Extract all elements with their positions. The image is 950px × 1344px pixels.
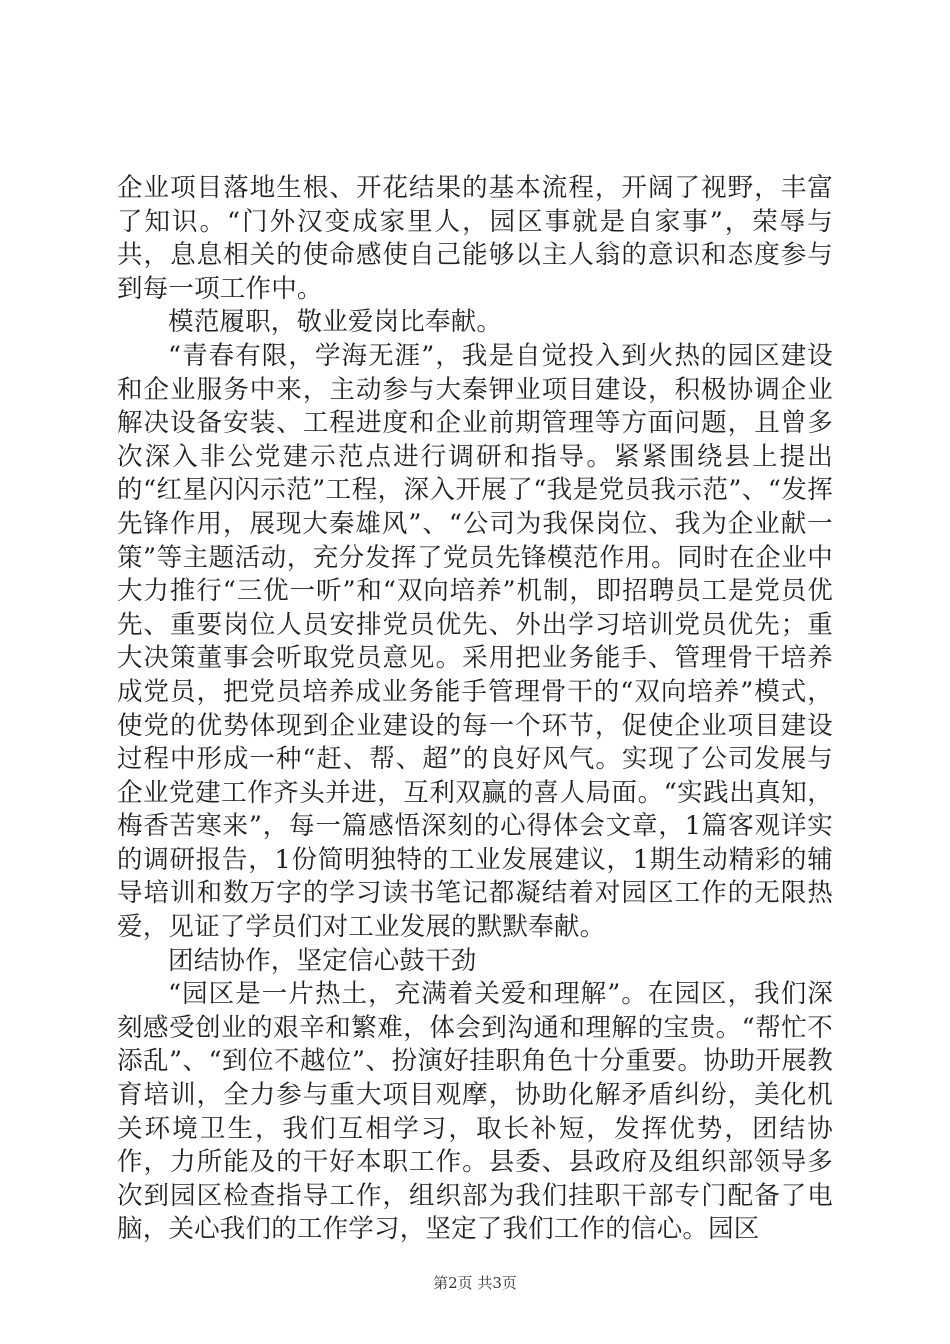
section-heading-teamwork: 团结协作，坚定信心鼓干劲: [168, 945, 477, 976]
paragraph-youth-dedication: “青春有限，学海无涯”，我是自觉投入到火热的园区建设和企业服务中来，主动参与大秦钾业项目建设，积极协调企业解决设备安装、工程进度和企业前期管理等方面问题，且曾多次深入非公党建示范点进行调研和指导。紧紧围绕县上提出的“红星闪闪示范”工程，深入开展了“我是党员我示范”、“发挥先锋作用，展现大秦雄风”、“公司为我保岗位、我为企业献一策”等主题活动，充分发挥了党员先锋模范作用。同时在企业中大力推行“三优一听”和“双向培养”机制，即招聘员工是党员优先、重要岗位人员安排党员优先、外出学习培训党员优先；重大决策董事会听取党员意见。采用把业务能手、管理骨干培养成党员，把党员培养成业务能手管理骨干的“双向培养”模式，使党的优势体现到企业建设的每一个环节，促使企业项目建设过程中形成一种“赶、帮、超”的良好风气。实现了公司发展与企业党建工作齐头并进，互利双赢的喜人局面。“实践出真知，梅香苦寒来”，每一篇感悟深刻的心得体会文章，1篇客观详实的调研报告，1份简明独特的工业发展建议，1期生动精彩的辅导培训和数万字的学习读书笔记都凝结着对园区工作的无限热爱，见证了学员们对工业发展的默默奉献。: [117, 340, 833, 943]
section-heading-model-duty: 模范履职，敬业爱岗比奉献。: [168, 307, 503, 338]
document-body: [117, 172, 833, 1247]
paragraph-continuation: 企业项目落地生根、开花结果的基本流程，开阔了视野，丰富了知识。“门外汉变成家里人，园区事就是自家事”，荣辱与共，息息相关的使命感使自己能够以主人翁的意识和态度参与到每一项工作中。: [117, 173, 833, 304]
paragraph-park-care: “园区是一片热土，充满着关爱和理解”。在园区，我们深刻感受创业的艰辛和繁难，体会到沟通和理解的宝贵。“帮忙不添乱”、“到位不越位”、扮演好挂职角色十分重要。协助开展教育培训，全力参与重大项目观摩，协助化解矛盾纠纷，美化机关环境卫生，我们互相学习，取长补短，发挥优势，团结协作，力所能及的干好本职工作。县委、县政府及组织部领导多次到园区检查指导工作，组织部为我们挂职干部专门配备了电脑，关心我们的工作学习，坚定了我们工作的信心。园区: [117, 979, 833, 1245]
page-number: 第2页 共3页: [433, 1274, 517, 1292]
